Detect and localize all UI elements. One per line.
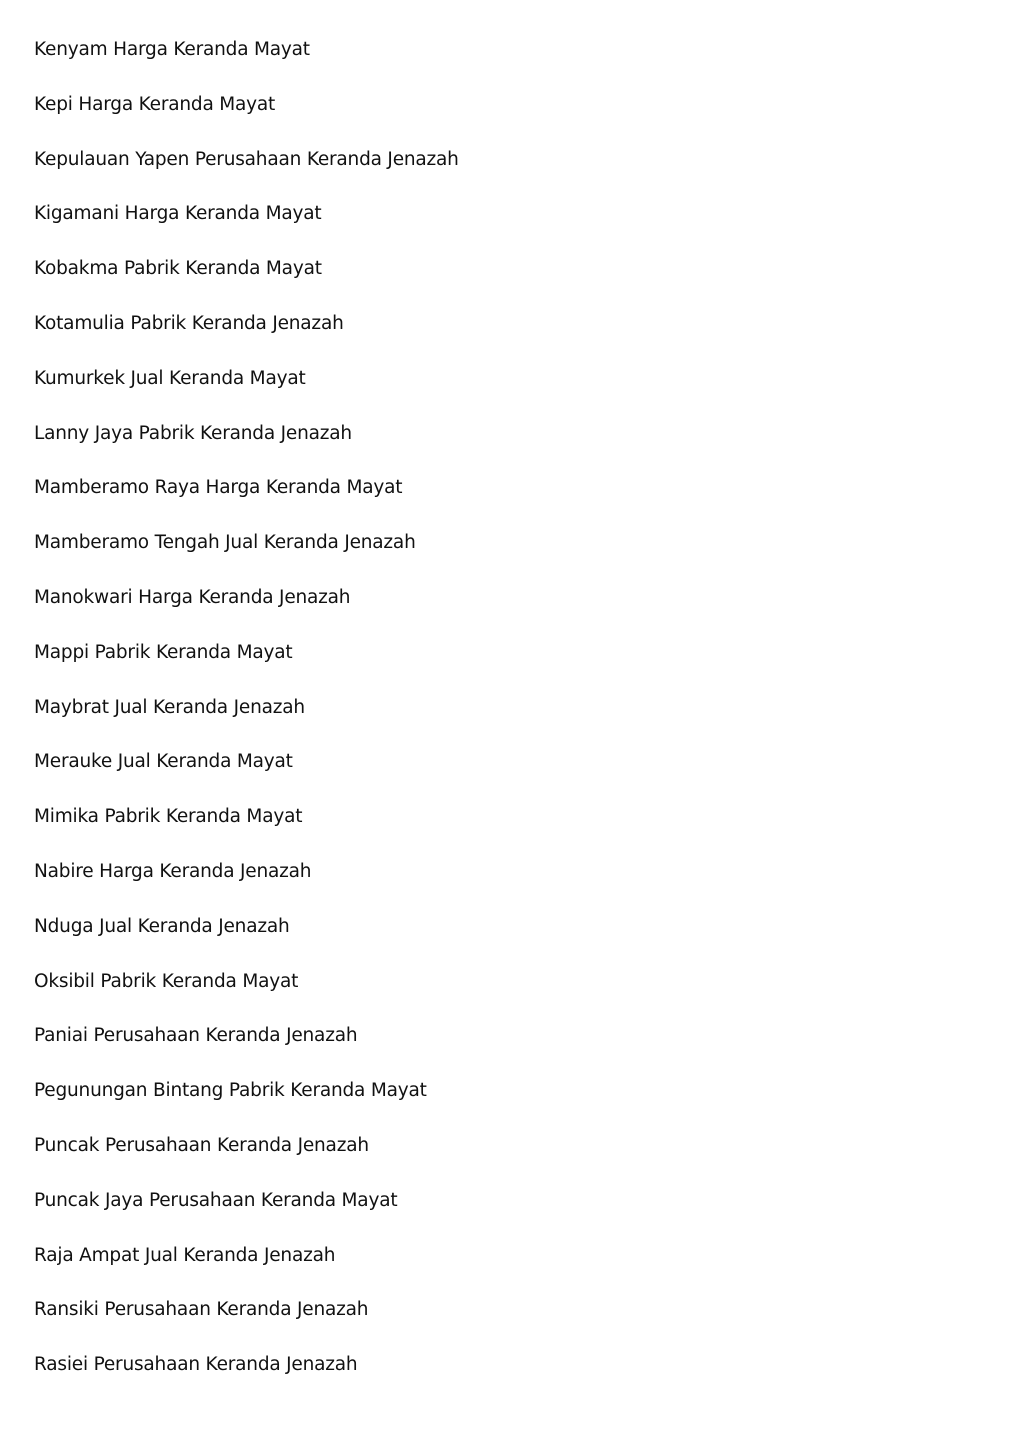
list-item: Rasiei Perusahaan Keranda Jenazah	[34, 1354, 358, 1376]
list-item: Puncak Perusahaan Keranda Jenazah	[34, 1134, 369, 1156]
list-item: Maybrat Jual Keranda Jenazah	[34, 696, 305, 718]
list-item: Kepi Harga Keranda Mayat	[34, 93, 276, 115]
list-item: Kenyam Harga Keranda Mayat	[34, 39, 310, 60]
list-item: Pegunungan Bintang Pabrik Keranda Mayat	[34, 1080, 427, 1102]
list-item: Raja Ampat Jual Keranda Jenazah	[34, 1244, 336, 1266]
list-item: Lanny Jaya Pabrik Keranda Jenazah	[34, 422, 352, 444]
list-item: Manokwari Harga Keranda Jenazah	[34, 586, 351, 608]
list-item: Kobakma Pabrik Keranda Mayat	[34, 258, 322, 280]
list-item: Oksibil Pabrik Keranda Mayat	[34, 970, 299, 992]
list-item: Kigamani Harga Keranda Mayat	[34, 203, 322, 225]
list-item: Merauke Jual Keranda Mayat	[34, 751, 293, 773]
list-item: Mimika Pabrik Keranda Mayat	[34, 806, 303, 828]
list-item: Nabire Harga Keranda Jenazah	[34, 860, 312, 882]
list-item: Mamberamo Tengah Jual Keranda Jenazah	[34, 532, 416, 554]
list-item: Kepulauan Yapen Perusahaan Keranda Jenazah	[34, 148, 459, 170]
list-item: Mappi Pabrik Keranda Mayat	[34, 641, 293, 663]
location-list	[34, 36, 459, 1406]
list-item: Kotamulia Pabrik Keranda Jenazah	[34, 312, 344, 334]
list-item: Mamberamo Raya Harga Keranda Mayat	[34, 477, 403, 499]
list-item: Ransiki Perusahaan Keranda Jenazah	[34, 1299, 369, 1321]
list-item: Nduga Jual Keranda Jenazah	[34, 915, 290, 937]
list-item: Puncak Jaya Perusahaan Keranda Mayat	[34, 1189, 398, 1211]
list-item: Kumurkek Jual Keranda Mayat	[34, 367, 306, 389]
list-item: Paniai Perusahaan Keranda Jenazah	[34, 1025, 358, 1047]
